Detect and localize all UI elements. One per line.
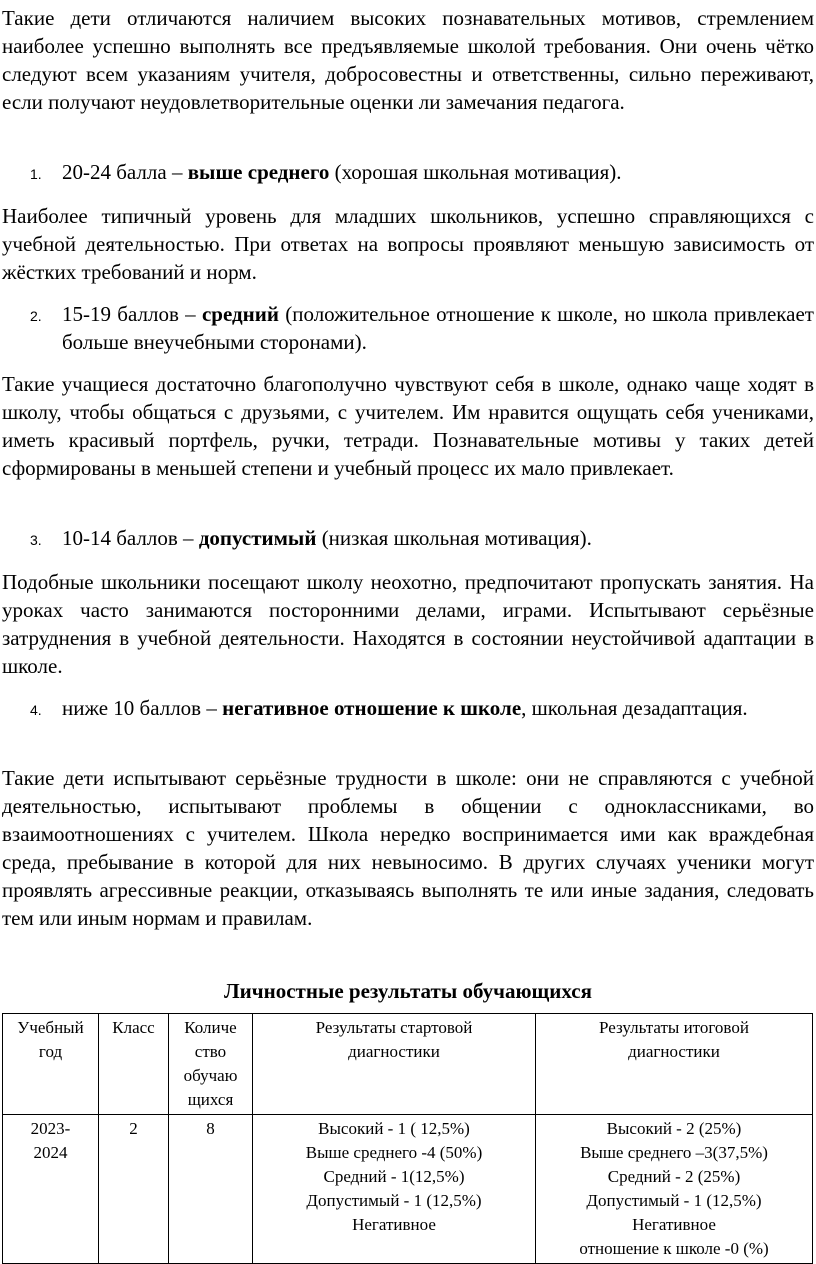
cell-final-results: Высокий - 2 (25%) Выше среднего –3(37,5%) Средний - 2 (25%) Допустимый - 1 (12,5%) Негативное отношение к школе -0 (%)	[536, 1115, 813, 1264]
table-title: Личностные результаты обучающихся	[224, 979, 592, 1003]
level-desc: (хорошая школьная мотивация).	[329, 160, 622, 184]
list-number: 2.	[30, 308, 42, 324]
level-desc: , школьная дезадаптация.	[521, 696, 748, 720]
list-item-level-2	[2, 300, 814, 356]
list-item-level-4	[2, 694, 814, 722]
header-year: Учебный год	[3, 1014, 99, 1115]
table-header-row	[3, 1014, 813, 1115]
level-desc: (положительное отношение к школе, но школа привлекает больше внеучебными сторонами).	[62, 302, 814, 354]
header-class: Класс	[99, 1014, 169, 1115]
level-name: допустимый	[198, 526, 317, 550]
header-count: Количе ство обучаю щихся	[169, 1014, 253, 1115]
paragraph-above-average-desc: Наиболее типичный уровень для младших школьников, успешно справляющихся с учебной деятельностью. При ответах на вопросы проявляют меньшую зависимость от жёстких требований и норм.	[2, 204, 814, 284]
list-number: 3.	[30, 532, 42, 548]
list-number: 1.	[30, 166, 42, 182]
paragraph-negative-desc: Такие дети испытывают серьёзные трудности в школе: они не справляются с учебной деятельностью, испытывают проблемы в общении с одноклассниками, во взаимоотношениях с учителем. Школа нередко воспринимается ими как враждебная среда, пребывание в которой для них невыносимо. В других случаях ученики могут проявлять агрессивные реакции, отказываясь выполнять те или иные задания, следовать тем или иным нормам и правилам.	[2, 766, 814, 930]
list-number: 4.	[30, 702, 42, 718]
cell-count: 8	[169, 1115, 253, 1264]
list-item-level-3	[2, 524, 814, 552]
table-row	[3, 1115, 813, 1264]
level-range: ниже 10 баллов –	[62, 696, 223, 720]
level-name: средний	[201, 302, 279, 326]
results-table	[2, 1013, 813, 1264]
level-range: 15-19 баллов –	[62, 302, 202, 326]
level-name: негативное отношение к школе	[222, 696, 522, 720]
cell-class: 2	[99, 1115, 169, 1264]
paragraph-acceptable-desc: Подобные школьники посещают школу неохотно, предпочитают пропускать занятия. На уроках часто занимаются посторонними делами, играми. Испытывают серьёзные затруднения в учебной деятельности. Находятся в состоянии неустойчивой адаптации в школе.	[2, 570, 814, 678]
header-start-results: Результаты стартовой диагностики	[253, 1014, 536, 1115]
level-range: 10-14 баллов –	[62, 526, 199, 550]
level-range: 20-24 балла –	[62, 160, 188, 184]
paragraph-high-motivation-desc: Такие дети отличаются наличием высоких познавательных мотивов, стремлением наиболее успешно выполнять все предъявляемые школой требования. Они очень чётко следуют всем указаниям учителя, добросовестны и ответственны, сильно переживают, если получают неудовлетворительные оценки ли замечания педагога.	[2, 6, 814, 114]
cell-year: 2023- 2024	[3, 1115, 99, 1264]
level-desc: (низкая школьная мотивация).	[316, 526, 592, 550]
cell-start-results: Высокий - 1 ( 12,5%) Выше среднего -4 (50%) Средний - 1(12,5%) Допустимый - 1 (12,5%) Негативное	[253, 1115, 536, 1264]
paragraph-average-desc: Такие учащиеся достаточно благополучно чувствуют себя в школе, однако чаще ходят в школу, чтобы общаться с друзьями, с учителем. Им нравится ощущать себя учениками, иметь красивый портфель, ручки, тетради. Познавательные мотивы у таких детей сформированы в меньшей степени и учебный процесс их мало привлекает.	[2, 372, 814, 480]
list-item-level-1	[2, 158, 814, 186]
header-final-results: Результаты итоговой диагностики	[536, 1014, 813, 1115]
level-name: выше среднего	[187, 160, 330, 184]
